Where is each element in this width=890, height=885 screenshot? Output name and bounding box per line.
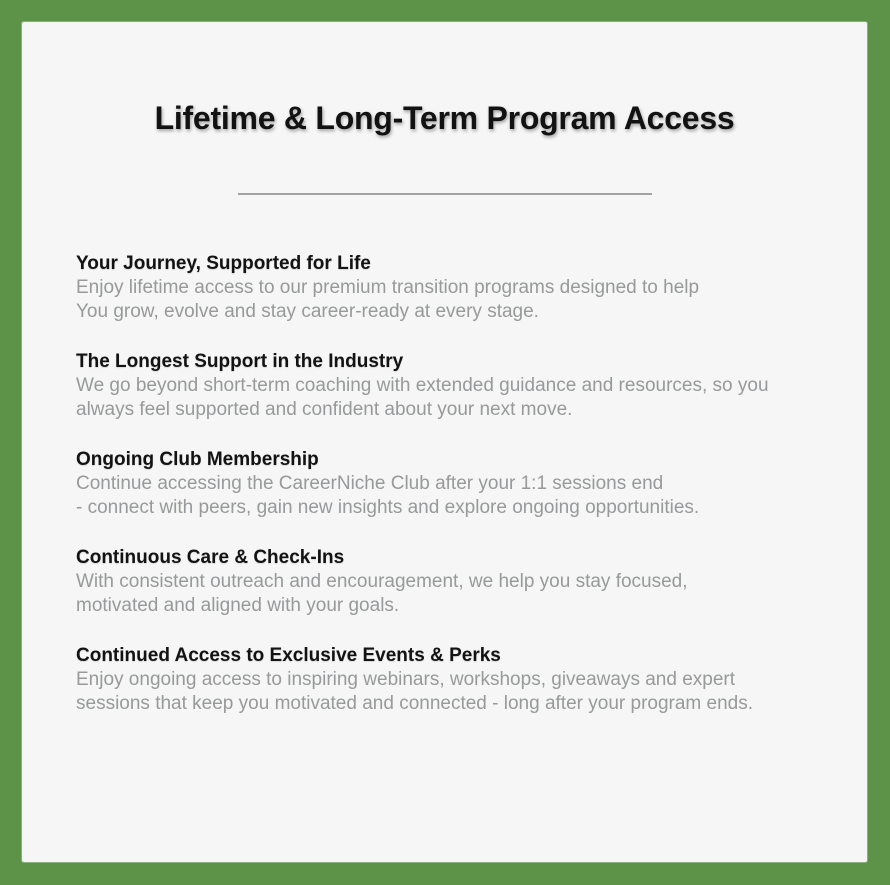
page-title: Lifetime & Long-Term Program Access xyxy=(154,100,735,136)
section-longest-support xyxy=(76,350,813,422)
title-divider xyxy=(238,193,652,195)
section-club-membership xyxy=(76,448,813,520)
section-heading: Ongoing Club Membership xyxy=(76,449,319,470)
section-body-line: motivated and aligned with your goals. xyxy=(76,595,400,616)
section-body-line: You grow, evolve and stay career-ready at every stage. xyxy=(76,301,539,322)
section-heading: Continuous Care & Check-Ins xyxy=(76,547,345,568)
section-body-line: Continue accessing the CareerNiche Club after your 1:1 sessions end xyxy=(76,473,664,494)
content-card xyxy=(22,22,867,862)
sections-container xyxy=(76,252,813,716)
section-heading: Continued Access to Exclusive Events & Perks xyxy=(76,645,501,666)
section-body-line: always feel supported and confident about your next move. xyxy=(76,399,573,420)
section-heading: The Longest Support in the Industry xyxy=(76,351,404,372)
section-body-line: With consistent outreach and encouragement, we help you stay focused, xyxy=(76,571,688,592)
section-body-line: Enjoy ongoing access to inspiring webinars, workshops, giveaways and expert xyxy=(76,669,736,690)
section-body-line: sessions that keep you motivated and connected - long after your program ends. xyxy=(76,693,754,714)
section-body-line: Enjoy lifetime access to our premium transition programs designed to help xyxy=(76,277,700,298)
section-exclusive-events xyxy=(76,644,813,716)
section-your-journey xyxy=(76,252,813,324)
section-continuous-care xyxy=(76,546,813,618)
section-heading: Your Journey, Supported for Life xyxy=(76,253,371,274)
section-body-line: - connect with peers, gain new insights and explore ongoing opportunities. xyxy=(76,497,700,518)
section-body-line: We go beyond short-term coaching with extended guidance and resources, so you xyxy=(76,375,769,396)
